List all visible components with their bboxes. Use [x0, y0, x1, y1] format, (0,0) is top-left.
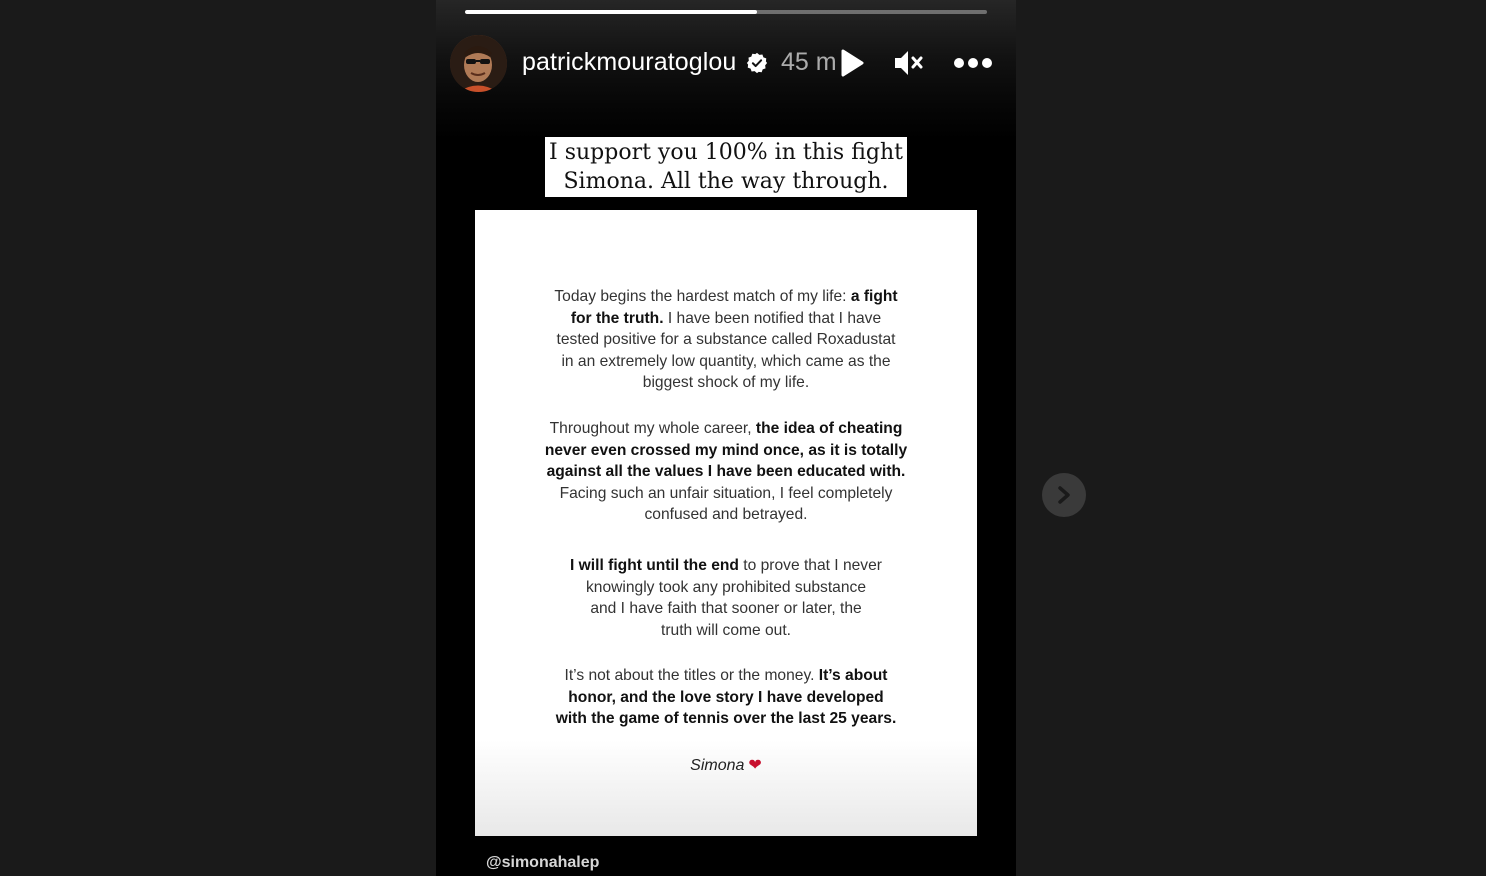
post-paragraph-1 — [475, 286, 977, 394]
post-time: 45 m — [781, 48, 837, 76]
post-text-line: Facing such an unfair situation, I feel completely — [559, 484, 893, 502]
mention-tag[interactable]: @simonahalep — [486, 854, 600, 871]
post-text-line: confused and betrayed. — [644, 506, 808, 524]
more-options-icon — [953, 57, 993, 69]
next-story-button[interactable] — [1042, 473, 1086, 517]
post-text-line: in an extremely low quantity, which came as the — [561, 352, 891, 370]
post-paragraph-3 — [475, 555, 977, 641]
heart-icon: ❤ — [748, 757, 762, 774]
post-text-emphasis: the idea of cheating — [755, 420, 903, 437]
post-text-line: Throughout my whole career, the idea of cheating — [549, 420, 903, 437]
post-text-emphasis: with the game of tennis over the last 25 years. — [555, 710, 897, 728]
post-text-line — [475, 461, 977, 483]
chevron-right-icon — [1056, 485, 1072, 505]
post-text-line — [475, 708, 977, 730]
more-options-button[interactable] — [953, 46, 993, 80]
post-paragraph-2 — [475, 418, 977, 526]
play-icon — [839, 49, 865, 77]
post-paragraph-4 — [475, 665, 977, 730]
post-text-line: Today begins the hardest match of my life: a fight — [554, 288, 898, 305]
mute-button[interactable] — [891, 46, 925, 80]
post-text-line: biggest shock of my life. — [642, 374, 810, 392]
story-progress-fill — [465, 10, 757, 14]
post-text-line: truth will come out. — [661, 621, 791, 639]
post-text-line: tested positive for a substance called Roxadustat — [556, 331, 896, 349]
verified-badge-icon — [746, 52, 768, 74]
post-text-emphasis: honor, and the love story I have developed — [568, 688, 884, 706]
post-signature — [475, 755, 977, 775]
story-progress-bar — [465, 10, 987, 14]
avatar[interactable] — [450, 35, 507, 92]
post-text-emphasis: for the truth. — [570, 309, 664, 327]
post-text-line: for the truth. I have been notified that I have — [570, 309, 882, 327]
post-text-emphasis: It’s about — [818, 667, 888, 684]
post-text-line: and I have faith that sooner or later, the — [590, 600, 862, 618]
post-text-line: It’s not about the titles or the money. It’s about — [564, 667, 888, 684]
post-text-emphasis: never even crossed my mind once, as it is totally — [544, 441, 908, 459]
username[interactable]: patrickmouratoglou — [522, 48, 737, 76]
play-button[interactable] — [835, 46, 869, 80]
shared-post-card[interactable] — [475, 210, 977, 836]
story-caption — [545, 137, 907, 197]
story-panel[interactable] — [436, 0, 1016, 876]
mute-icon — [892, 48, 924, 78]
caption-line-1: I support you 100% in this fight — [549, 140, 903, 165]
post-text-line — [475, 440, 977, 462]
post-text-emphasis: against all the values I have been educated with. — [546, 463, 906, 481]
post-text-emphasis: a fight — [850, 288, 898, 305]
post-text-line — [475, 687, 977, 709]
story-header — [450, 35, 1002, 93]
signature-name: Simona — [690, 757, 745, 774]
post-text-line: I will fight until the end to prove that I never — [570, 557, 882, 574]
post-text-line: knowingly took any prohibited substance — [586, 578, 866, 596]
caption-line-2: Simona. All the way through. — [563, 169, 889, 194]
post-text-emphasis: I will fight until the end — [570, 557, 739, 574]
